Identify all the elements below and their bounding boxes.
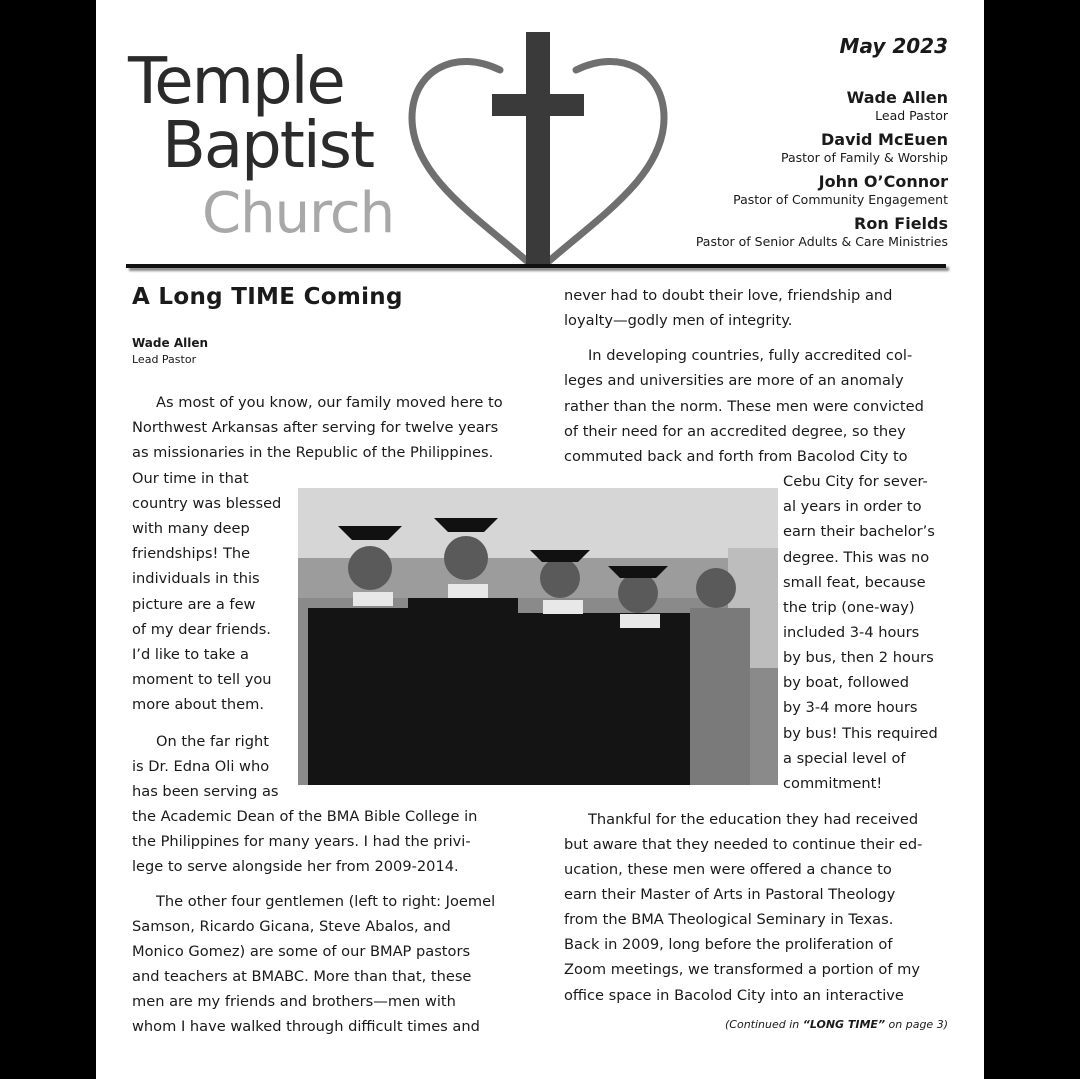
text-line: In developing countries, fully accredited col- [588,347,913,364]
text-line: loyalty—godly men of integrity. [564,312,793,329]
text-line: The other four gentlemen (left to right: Joemel [156,893,496,910]
newsletter-page [96,0,984,1079]
issue-date: May 2023 [839,34,948,58]
text-line: from the BMA Theological Seminary in Texas. [564,911,894,928]
text-line: ucation, these men were offered a chance to [564,861,892,878]
staff-role: Lead Pastor [875,108,948,123]
text-line: earn their bachelor’s [783,523,935,540]
staff-entry [588,172,948,208]
staff-entry [588,88,948,124]
text-line: whom I have walked through difficult times and [132,1018,480,1035]
text-line: Our time in that [132,470,249,487]
text-line: of my dear friends. [132,621,271,638]
text-line: friendships! The [132,545,251,562]
text-line: as missionaries in the Republic of the Philippines. [132,444,494,461]
staff-role: Pastor of Family & Worship [780,150,948,165]
text-line: rather than the norm. These men were convicted [564,398,924,415]
text-line: moment to tell you [132,671,272,688]
text-line: the Academic Dean of the BMA Bible College in [132,808,478,825]
staff-entry [588,130,948,166]
text-line: I’d like to take a [132,646,249,663]
text-line: lege to serve alongside her from 2009-2014. [132,858,459,875]
article-byline [132,335,208,367]
text-line: Zoom meetings, we transformed a portion of my [564,961,920,978]
text-line: by bus! This required [783,725,938,742]
text-line: Back in 2009, long before the proliferation of [564,936,893,953]
text-line: Northwest Arkansas after serving for twelve years [132,419,499,436]
text-line: by bus, then 2 hours [783,649,934,666]
logo-word-temple: Temple [128,45,344,119]
continued-ref: “LONG TIME” [802,1018,886,1031]
text-line: Cebu City for sever- [783,473,928,490]
staff-entry [588,214,948,250]
text-line: by boat, followed [783,674,909,691]
text-line: commitment! [783,775,883,792]
text-line: and teachers at BMABC. More than that, these [132,968,472,985]
text-line: Monico Gomez) are some of our BMAP pastors [132,943,471,960]
text-line: by 3-4 more hours [783,699,918,716]
text-line: has been serving as [132,783,279,800]
staff-name: John O’Connor [818,172,948,191]
logo-word-church: Church [202,181,395,246]
text-line: Thankful for the education they had received [588,811,919,828]
text-line: commuted back and forth from Bacolod City to [564,448,908,465]
byline-role: Lead Pastor [132,353,197,366]
text-line: with many deep [132,520,250,537]
text-line: country was blessed [132,495,282,512]
text-line: but aware that they needed to continue their ed- [564,836,923,853]
text-line: office space in Bacolod City into an interactive [564,987,904,1004]
continued-suffix: on page 3) [885,1018,948,1031]
text-line: As most of you know, our family moved here to [156,394,503,411]
text-line: of their need for an accredited degree, so they [564,423,906,440]
text-line: small feat, because [783,574,926,591]
staff-name: Wade Allen [846,88,948,107]
staff-role: Pastor of Senior Adults & Care Ministries [695,234,948,249]
masthead-divider [126,264,946,268]
text-line: men are my friends and brothers—men with [132,993,456,1010]
text-line: the Philippines for many years. I had the privi- [132,833,471,850]
article-headline: A Long TIME Coming [132,284,403,310]
text-line: included 3-4 hours [783,624,920,641]
text-line: never had to doubt their love, friendship and [564,287,893,304]
text-line: the trip (one-way) [783,599,915,616]
text-line: is Dr. Edna Oli who [132,758,270,775]
text-line: individuals in this [132,570,260,587]
byline-name: Wade Allen [132,336,209,350]
continued-prefix: (Continued in [725,1018,803,1031]
text-line: degree. This was no [783,549,930,566]
logo-word-baptist: Baptist [162,109,374,183]
text-line: picture are a few [132,596,256,613]
continued-note [725,1018,948,1031]
staff-role: Pastor of Community Engagement [733,192,948,207]
text-line: Samson, Ricardo Gicana, Steve Abalos, and [132,918,451,935]
text-line: al years in order to [783,498,922,515]
staff-name: Ron Fields [854,214,948,233]
text-line: a special level of [783,750,906,767]
text-line: On the far right [156,733,269,750]
text-line: earn their Master of Arts in Pastoral Theology [564,886,896,903]
text-line: leges and universities are more of an anomaly [564,372,904,389]
text-line: more about them. [132,696,264,713]
graduation-photo [298,488,778,785]
staff-name: David McEuen [821,130,948,149]
